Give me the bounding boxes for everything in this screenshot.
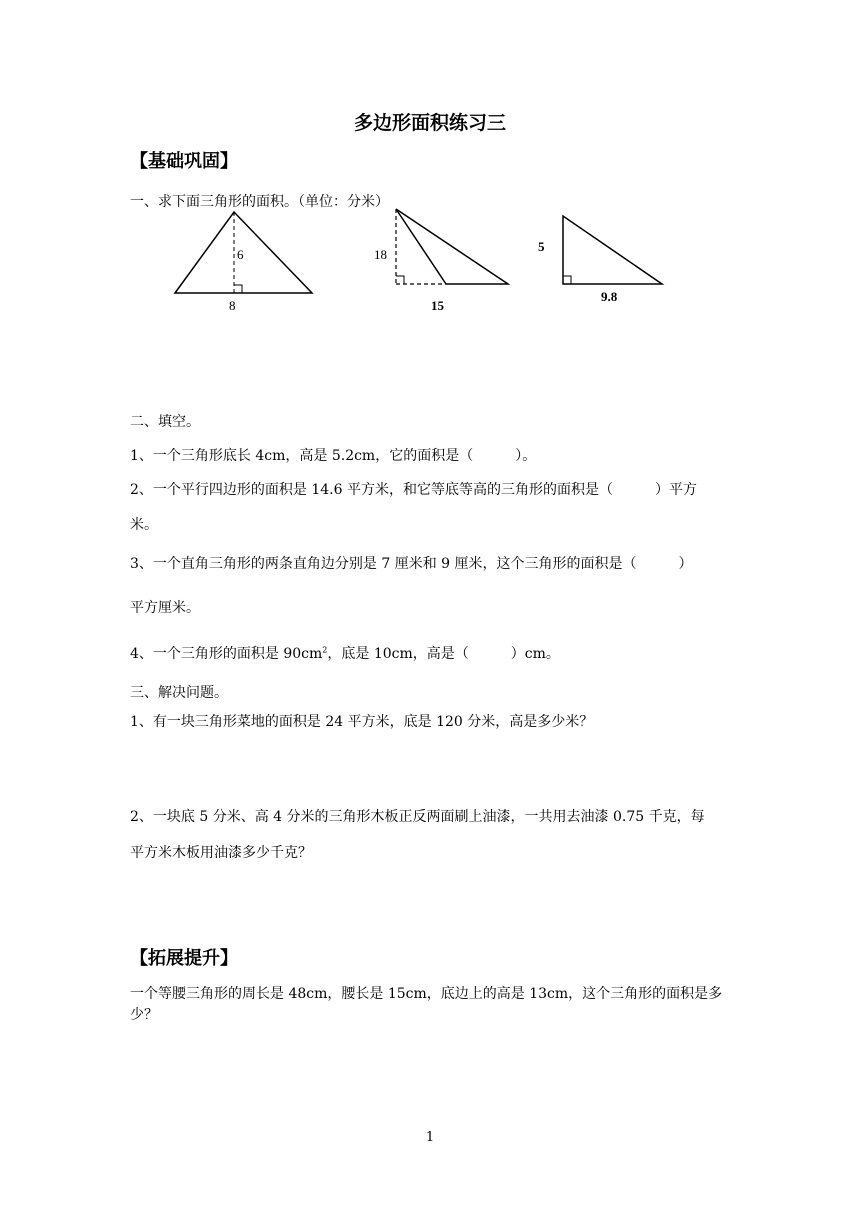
squared-superscript: 2: [322, 645, 328, 655]
fill-item-1: 1、一个三角形底长 4cm，高是 5.2cm，它的面积是（ ）。: [130, 448, 537, 464]
triangle-3: [538, 216, 662, 304]
fill-item-2-line-2: 米。: [130, 517, 158, 533]
triangle-figures: [160, 200, 680, 320]
extend-problem-line-2: 少？: [130, 1007, 158, 1023]
section-extend-heading: 【拓展提升】: [130, 948, 238, 969]
extend-problem-line-1: 一个等腰三角形的周长是 48cm，腰长是 15cm，底边上的高是 13cm，这个三角形的面积是多: [130, 986, 723, 1002]
section-basic-heading: 【基础巩固】: [130, 151, 238, 172]
fill-item-4: [130, 643, 560, 663]
page-number: 1: [425, 1130, 435, 1145]
question-2-prompt: 二、填空。: [130, 414, 200, 430]
triangle-1-base-label: 8: [229, 298, 236, 313]
triangle-1-height-label: 6: [237, 247, 244, 262]
page-title: 多边形面积练习三: [353, 112, 506, 134]
triangle-2: [374, 209, 508, 313]
fill-item-4-text-before: 4、一个三角形的面积是 90cm: [130, 646, 323, 662]
problem-item-2-line-2: 平方米木板用油漆多少千克？: [130, 845, 312, 861]
question-3-prompt: 三、解决问题。: [130, 685, 228, 701]
triangle-1: [175, 212, 312, 313]
fill-item-3-line-1: 3、一个直角三角形的两条直角边分别是 7 厘米和 9 厘米，这个三角形的面积是（ ）: [130, 556, 693, 572]
triangle-2-height-label: 18: [374, 247, 387, 262]
problem-item-1: 1、有一块三角形菜地的面积是 24 平方米，底是 120 分米，高是多少米？: [130, 714, 594, 730]
fill-item-2-line-1: 2、一个平行四边形的面积是 14.6 平方米，和它等底等高的三角形的面积是（ ）平方: [130, 482, 697, 498]
question-1-prompt: 一、求下面三角形的面积。（单位：分米）: [130, 194, 389, 210]
problem-item-2-line-1: 2、一块底 5 分米、高 4 分米的三角形木板正反两面刷上油漆，一共用去油漆 0.75 千克，每: [130, 809, 705, 825]
fill-item-3-line-2: 平方厘米。: [130, 600, 200, 616]
triangle-3-base-label: 9.8: [601, 289, 618, 304]
fill-item-4-text-after: ，底是 10cm，高是（ ）cm。: [327, 646, 560, 662]
triangle-3-height-label: 5: [538, 239, 545, 254]
triangle-2-base-label: 15: [431, 298, 444, 313]
